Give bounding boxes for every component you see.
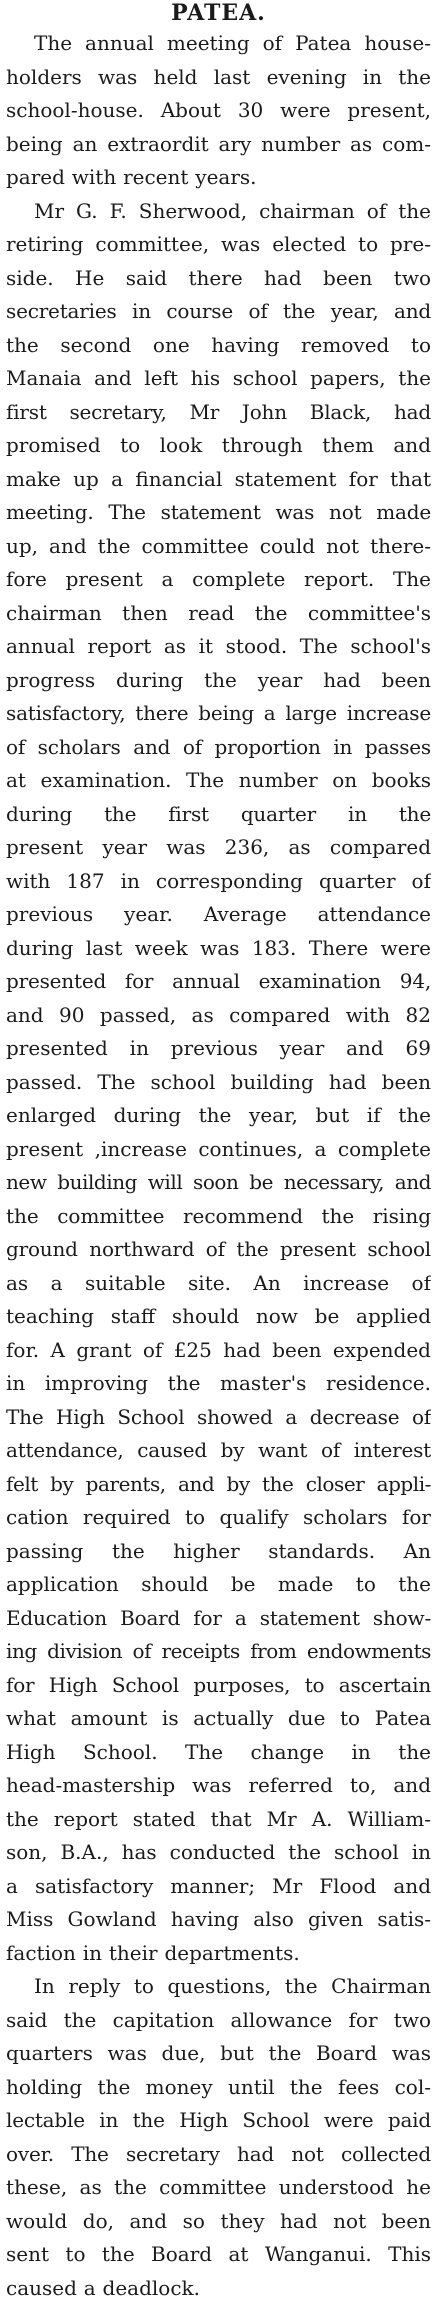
text-line: secretaries in course of the year, and bbox=[6, 295, 431, 329]
text-line: felt by parents, and by the closer appli- bbox=[6, 1468, 431, 1502]
text-line: Manaia and left his school papers, the bbox=[6, 362, 431, 396]
text-line: of scholars and of proportion in passes bbox=[6, 731, 431, 765]
text-line: at examination. The number on books bbox=[6, 764, 431, 798]
text-line: ing division of receipts from endowments bbox=[6, 1635, 431, 1669]
text-line: with 187 in corresponding quarter of bbox=[6, 865, 431, 899]
text-line: Education Board for a statement show- bbox=[6, 1602, 431, 1636]
text-line: and 90 passed, as compared with 82 bbox=[6, 999, 431, 1033]
text-line: head-mastership was referred to, and bbox=[6, 1769, 431, 1803]
text-line: as a suitable site. An increase of bbox=[6, 1267, 431, 1301]
article-paragraph bbox=[6, 1970, 431, 2305]
text-line: promised to look through them and bbox=[6, 429, 431, 463]
text-line: annual report as it stood. The school's bbox=[6, 630, 431, 664]
text-line: the report stated that Mr A. William- bbox=[6, 1803, 431, 1837]
article-paragraph bbox=[6, 195, 431, 1971]
text-line: fore present a complete report. The bbox=[6, 563, 431, 597]
text-line: teaching staff should now be applied bbox=[6, 1300, 431, 1334]
text-line: over. The secretary had not collected bbox=[6, 2138, 431, 2172]
text-line: sent to the Board at Wanganui. This bbox=[6, 2238, 431, 2272]
text-line: holding the money until the fees col- bbox=[6, 2071, 431, 2105]
text-line: satisfactory, there being a large increase bbox=[6, 697, 431, 731]
text-line: In reply to questions, the Chairman bbox=[6, 1970, 431, 2004]
text-line: application should be made to the bbox=[6, 1568, 431, 1602]
text-line: presented in previous year and 69 bbox=[6, 1032, 431, 1066]
text-line: would do, and so they had not been bbox=[6, 2205, 431, 2239]
text-line: side. He said there had been two bbox=[6, 262, 431, 296]
text-line: passing the higher standards. An bbox=[6, 1535, 431, 1569]
article-title: PATEA. bbox=[6, 0, 431, 26]
text-line: for. A grant of £25 had been expended bbox=[6, 1334, 431, 1368]
text-line: High School. The change in the bbox=[6, 1736, 431, 1770]
text-line: present ,increase continues, a complete bbox=[6, 1133, 431, 1167]
text-line: Miss Gowland having also given satis- bbox=[6, 1903, 431, 1937]
text-line: for High School purposes, to ascertain bbox=[6, 1669, 431, 1703]
text-line: attendance, caused by want of interest bbox=[6, 1434, 431, 1468]
article-body bbox=[6, 27, 431, 2305]
text-line: The High School showed a decrease of bbox=[6, 1401, 431, 1435]
text-line: first secretary, Mr John Black, had bbox=[6, 396, 431, 430]
text-line: holders was held last evening in the bbox=[6, 61, 431, 95]
text-line: Mr G. F. Sherwood, chairman of the bbox=[6, 195, 431, 229]
text-line: caused a deadlock. bbox=[6, 2272, 431, 2305]
text-line: passed. The school building had been bbox=[6, 1066, 431, 1100]
text-line: school-house. About 30 were present, bbox=[6, 94, 431, 128]
text-line: up, and the committee could not there- bbox=[6, 530, 431, 564]
article-paragraph bbox=[6, 27, 431, 195]
text-line: new building will soon be necessary, and bbox=[6, 1166, 431, 1200]
text-line: son, B.A., has conducted the school in bbox=[6, 1836, 431, 1870]
text-line: what amount is actually due to Patea bbox=[6, 1702, 431, 1736]
text-line: chairman then read the committee's bbox=[6, 597, 431, 631]
text-line: these, as the committee understood he bbox=[6, 2171, 431, 2205]
text-line: during last week was 183. There were bbox=[6, 932, 431, 966]
text-line: in improving the master's residence. bbox=[6, 1367, 431, 1401]
text-line: the committee recommend the rising bbox=[6, 1200, 431, 1234]
text-line: enlarged during the year, but if the bbox=[6, 1099, 431, 1133]
text-line: lectable in the High School were paid bbox=[6, 2104, 431, 2138]
text-line: meeting. The statement was not made bbox=[6, 496, 431, 530]
text-line: presented for annual examination 94, bbox=[6, 965, 431, 999]
text-line: faction in their departments. bbox=[6, 1937, 431, 1971]
text-line: progress during the year had been bbox=[6, 664, 431, 698]
text-line: previous year. Average attendance bbox=[6, 898, 431, 932]
text-line: The annual meeting of Patea house- bbox=[6, 27, 431, 61]
text-line: cation required to qualify scholars for bbox=[6, 1501, 431, 1535]
text-line: quarters was due, but the Board was bbox=[6, 2037, 431, 2071]
text-line: ground northward of the present school bbox=[6, 1233, 431, 1267]
text-line: pared with recent years. bbox=[6, 161, 431, 195]
text-line: retiring committee, was elected to pre- bbox=[6, 228, 431, 262]
text-line: being an extraordit ary number as com- bbox=[6, 128, 431, 162]
text-line: during the first quarter in the bbox=[6, 798, 431, 832]
text-line: a satisfactory manner; Mr Flood and bbox=[6, 1870, 431, 1904]
text-line: present year was 236, as compared bbox=[6, 831, 431, 865]
text-line: said the capitation allowance for two bbox=[6, 2004, 431, 2038]
text-line: the second one having removed to bbox=[6, 329, 431, 363]
text-line: make up a financial statement for that bbox=[6, 463, 431, 497]
